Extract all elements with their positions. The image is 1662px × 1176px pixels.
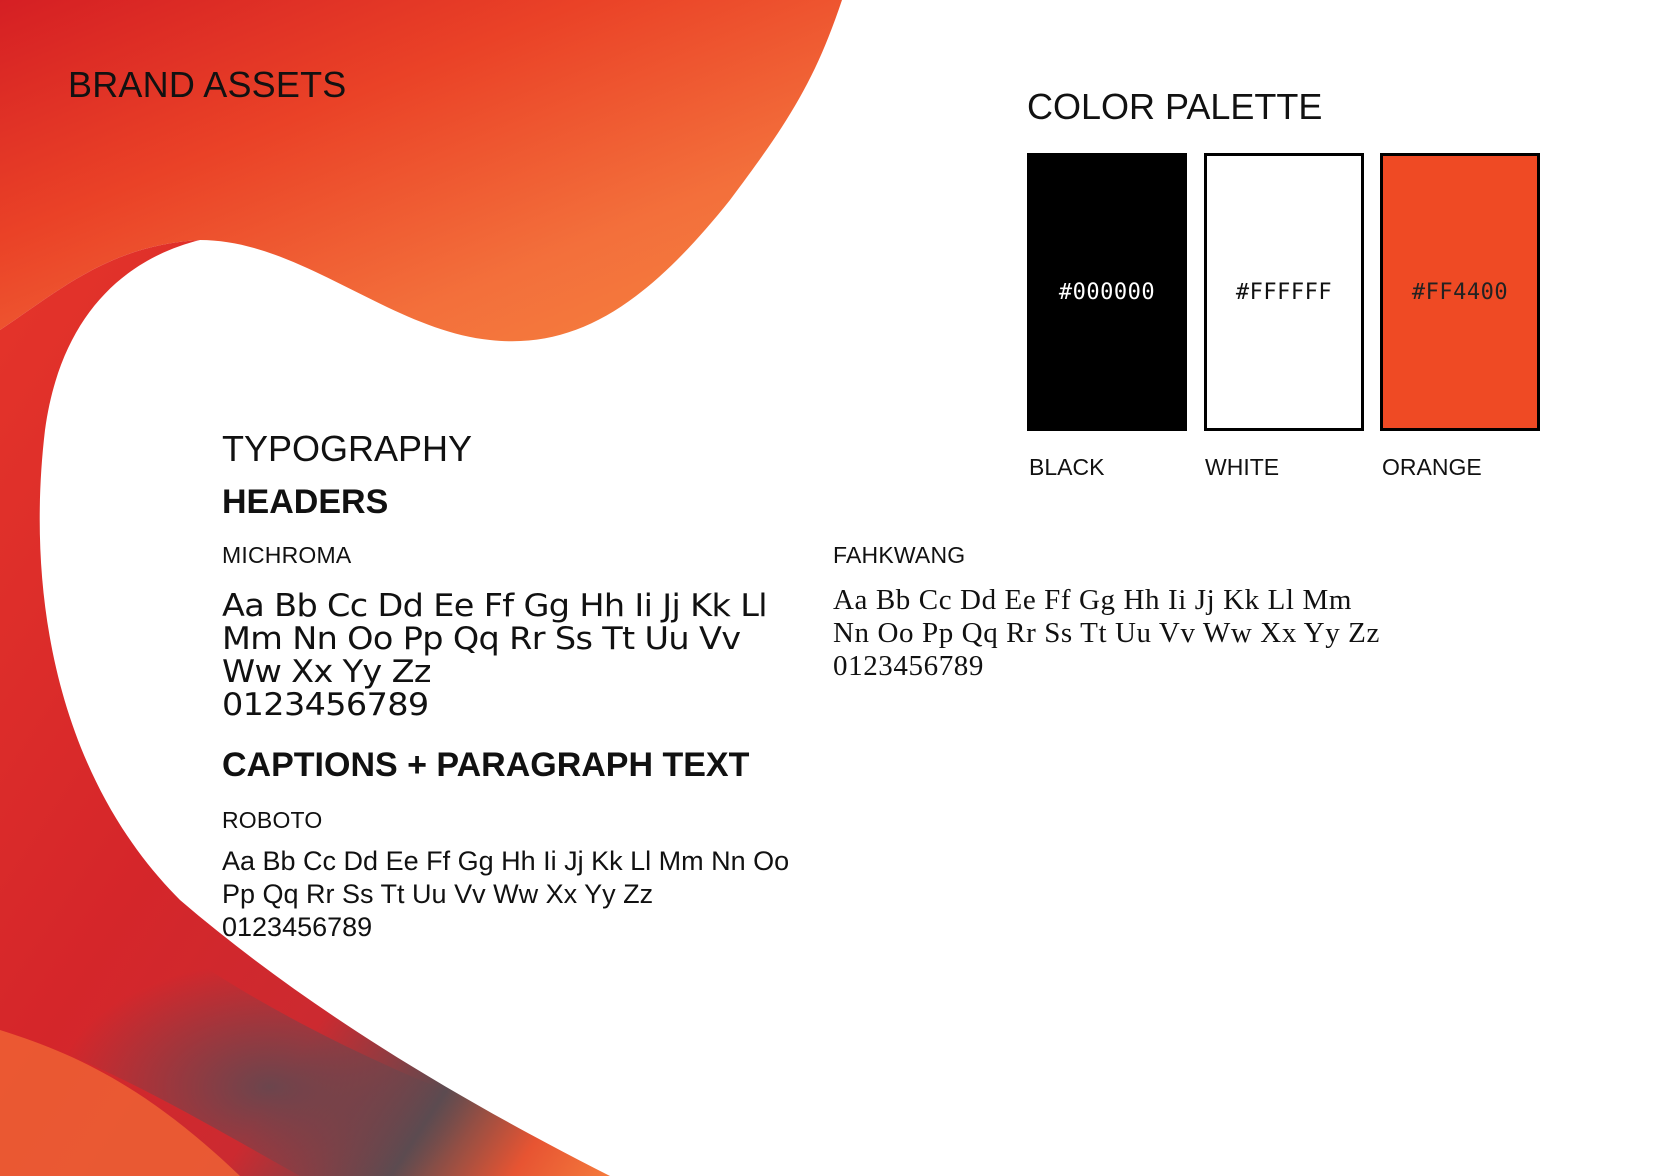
page-title: BRAND ASSETS xyxy=(68,64,347,105)
font-name-roboto: ROBOTO xyxy=(222,807,323,833)
color-palette-title: COLOR PALETTE xyxy=(1027,86,1323,127)
swatch-black xyxy=(1027,153,1187,431)
swatch-orange xyxy=(1380,153,1540,431)
font-name-michroma: MICHROMA xyxy=(222,542,352,568)
background-swoosh-top xyxy=(0,0,842,341)
swatch-orange-hex: #FF4400 xyxy=(1411,279,1509,305)
font-name-fahkwang: FAHKWANG xyxy=(833,542,966,568)
typography-title: TYPOGRAPHY xyxy=(222,428,473,469)
font-specimen-roboto: Aa Bb Cc Dd Ee Ff Gg Hh Ii Jj Kk Ll Mm Nn Oo Pp Qq Rr Ss Tt Uu Vv Ww Xx Yy Zz 0123456789 xyxy=(222,846,790,942)
swatch-black-hex: #000000 xyxy=(1058,279,1156,305)
captions-title: CAPTIONS + PARAGRAPH TEXT xyxy=(222,746,750,784)
swatch-white xyxy=(1204,153,1364,431)
font-specimen-michroma: Aa Bb Cc Dd Ee Ff Gg Hh Ii Jj Kk Ll Mm Nn Oo Pp Qq Rr Ss Tt Uu Vv Ww Xx Yy Zz 0123456789 xyxy=(222,588,767,723)
swatch-black-label: BLACK xyxy=(1029,454,1105,480)
swatch-orange-label: ORANGE xyxy=(1382,454,1482,480)
swatch-white-hex: #FFFFFF xyxy=(1235,279,1333,305)
headers-title: HEADERS xyxy=(222,483,389,521)
font-specimen-fahkwang: Aa Bb Cc Dd Ee Ff Gg Hh Ii Jj Kk Ll Mm Nn Oo Pp Qq Rr Ss Tt Uu Vv Ww Xx Yy Zz 0123456789 xyxy=(833,584,1380,682)
swatch-white-label: WHITE xyxy=(1205,454,1280,480)
